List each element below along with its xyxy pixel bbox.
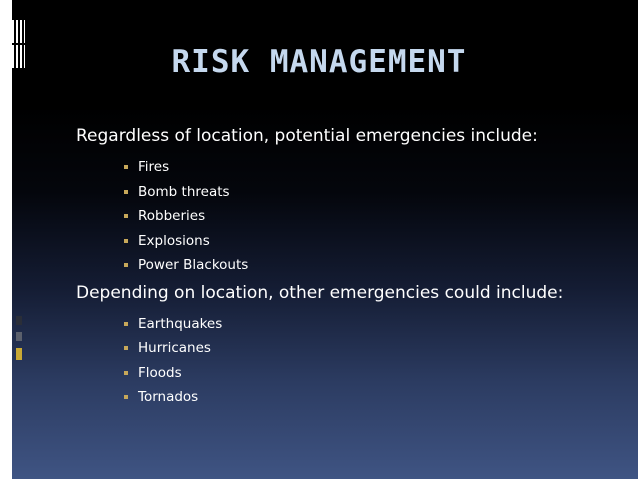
list-item: [124, 312, 616, 337]
section-heading-depending: Depending on location, other emergencies could include:: [76, 282, 564, 303]
section-heading-regardless: Regardless of location, potential emergencies include:: [76, 126, 538, 146]
list-item: [124, 361, 616, 386]
list-item: [124, 155, 616, 180]
potential-emergencies-list: [76, 155, 616, 278]
slide-content: [76, 125, 616, 414]
bullet-icon: [124, 371, 128, 375]
bullet-icon: [124, 395, 128, 399]
bullet-icon: [124, 165, 128, 169]
list-item-label: Power Blackouts: [138, 257, 249, 273]
bullet-icon: [124, 322, 128, 326]
list-item: [124, 180, 616, 205]
bullet-icon: [124, 190, 128, 194]
list-item: [124, 385, 616, 410]
bullet-icon: [124, 214, 128, 218]
list-item: [124, 253, 616, 278]
list-item-label: Robberies: [138, 208, 206, 224]
slide-title: RISK MANAGEMENT: [171, 44, 467, 80]
other-emergencies-list: [76, 312, 616, 410]
list-item: [124, 336, 616, 361]
bullet-icon: [124, 346, 128, 350]
bullet-icon: [124, 263, 128, 267]
bullet-icon: [124, 239, 128, 243]
list-item-label: Explosions: [138, 232, 210, 249]
list-item-label: Bomb threats: [138, 183, 230, 200]
list-item-label: Hurricanes: [138, 340, 211, 356]
list-item-label: Earthquakes: [138, 315, 223, 332]
list-item: [124, 204, 616, 229]
list-item-label: Fires: [138, 159, 170, 175]
list-item-label: Tornados: [138, 389, 199, 405]
list-item: [124, 229, 616, 254]
list-item-label: Floods: [138, 364, 182, 381]
side-square-decoration: [12, 312, 24, 364]
